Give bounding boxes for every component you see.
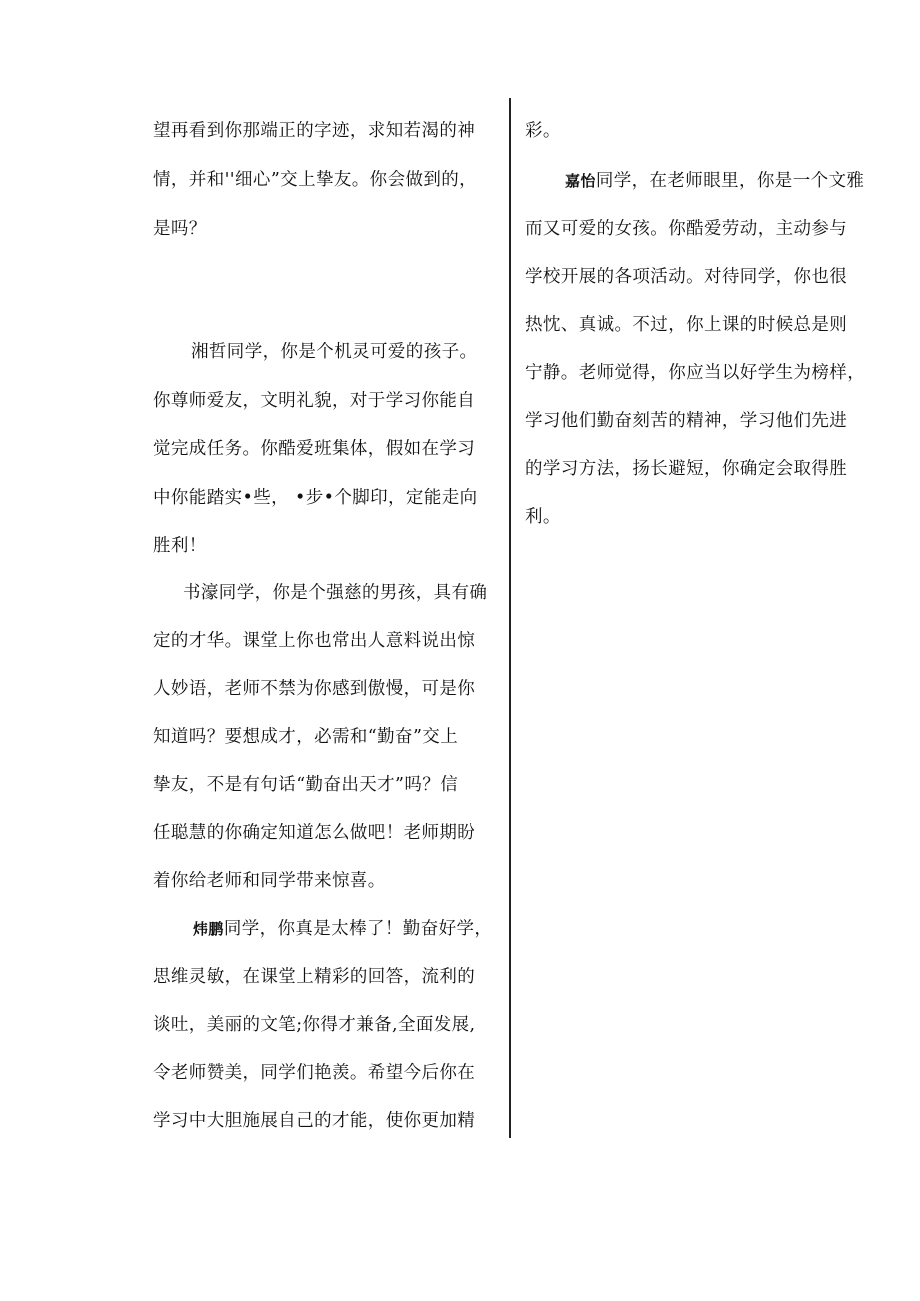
text-line: 胜利！: [153, 536, 207, 556]
text-line: 中你能踏实•些， •步•个脚印，定能走向: [153, 488, 478, 508]
column-divider: [509, 98, 511, 1138]
text-line: 学校开展的各项活动。对待同学，你也很: [525, 267, 848, 287]
text-line: 宁静。老师觉得，你应当以好学生为榜样，: [525, 363, 866, 383]
text-line-rest: 同学，你真是太棒了！勤奋好学，: [223, 919, 493, 939]
text-line: 利。: [525, 507, 561, 527]
text-line: [193, 918, 492, 940]
text-line: 书濠同学，你是个强慈的男孩，具有确: [183, 583, 488, 603]
text-line: 学习他们勤奋刻苦的精神，学习他们先进: [525, 411, 848, 431]
text-line: 学习中大胆施展自己的才能，使你更加精: [153, 1111, 476, 1131]
text-line: 定的才华。课堂上你也常出人意料说出惊: [153, 631, 476, 651]
text-line: 湘哲同学，你是个机灵可爱的孩子。: [191, 342, 478, 362]
text-line: 情，并和''细心”交上挚友。你会做到的，: [153, 170, 478, 190]
student-name: 嘉怡: [565, 172, 596, 190]
text-line: 令老师赞美，同学们艳羡。希望今后你在: [153, 1063, 476, 1083]
text-line: 任聪慧的你确定知道怎么做吧！老师期盼: [153, 823, 476, 843]
text-line: 挚友，不是有句话“勤奋出天才”吗？信: [153, 775, 459, 795]
text-line-rest: 同学，在老师眼里，你是一个文雅: [595, 171, 865, 191]
text-line: 谈吐，美丽的文笔;你得才兼备,全面发展,: [153, 1015, 476, 1035]
text-line: 热忱、真诚。不过，你上课的时候总是则: [525, 315, 848, 335]
text-line: 知道吗？要想成才，必需和“勤奋”交上: [153, 727, 459, 747]
text-line: 望再看到你那端正的字迹，求知若渴的神: [153, 121, 476, 141]
text-line: 着你给老师和同学带来惊喜。: [153, 871, 386, 891]
text-line: 是吗？: [153, 219, 207, 239]
text-line: 觉完成任务。你酷爱班集体，假如在学习: [153, 439, 476, 459]
text-line: [565, 170, 864, 192]
text-line: 而又可爱的女孩。你酷爱劳动，主动参与: [525, 219, 848, 239]
student-name: 炜鹏: [193, 920, 224, 938]
paragraph-continuation: 彩。: [525, 121, 561, 141]
text-line: 思维灵敏，在课堂上精彩的回答，流利的: [153, 967, 476, 987]
text-line: 你尊师爱友，文明礼貌，对于学习你能自: [153, 391, 476, 411]
text-line: 人妙语，老师不禁为你感到傲慢，可是你: [153, 679, 476, 699]
text-line: 的学习方法，扬长避短，你确定会取得胜: [525, 459, 848, 479]
